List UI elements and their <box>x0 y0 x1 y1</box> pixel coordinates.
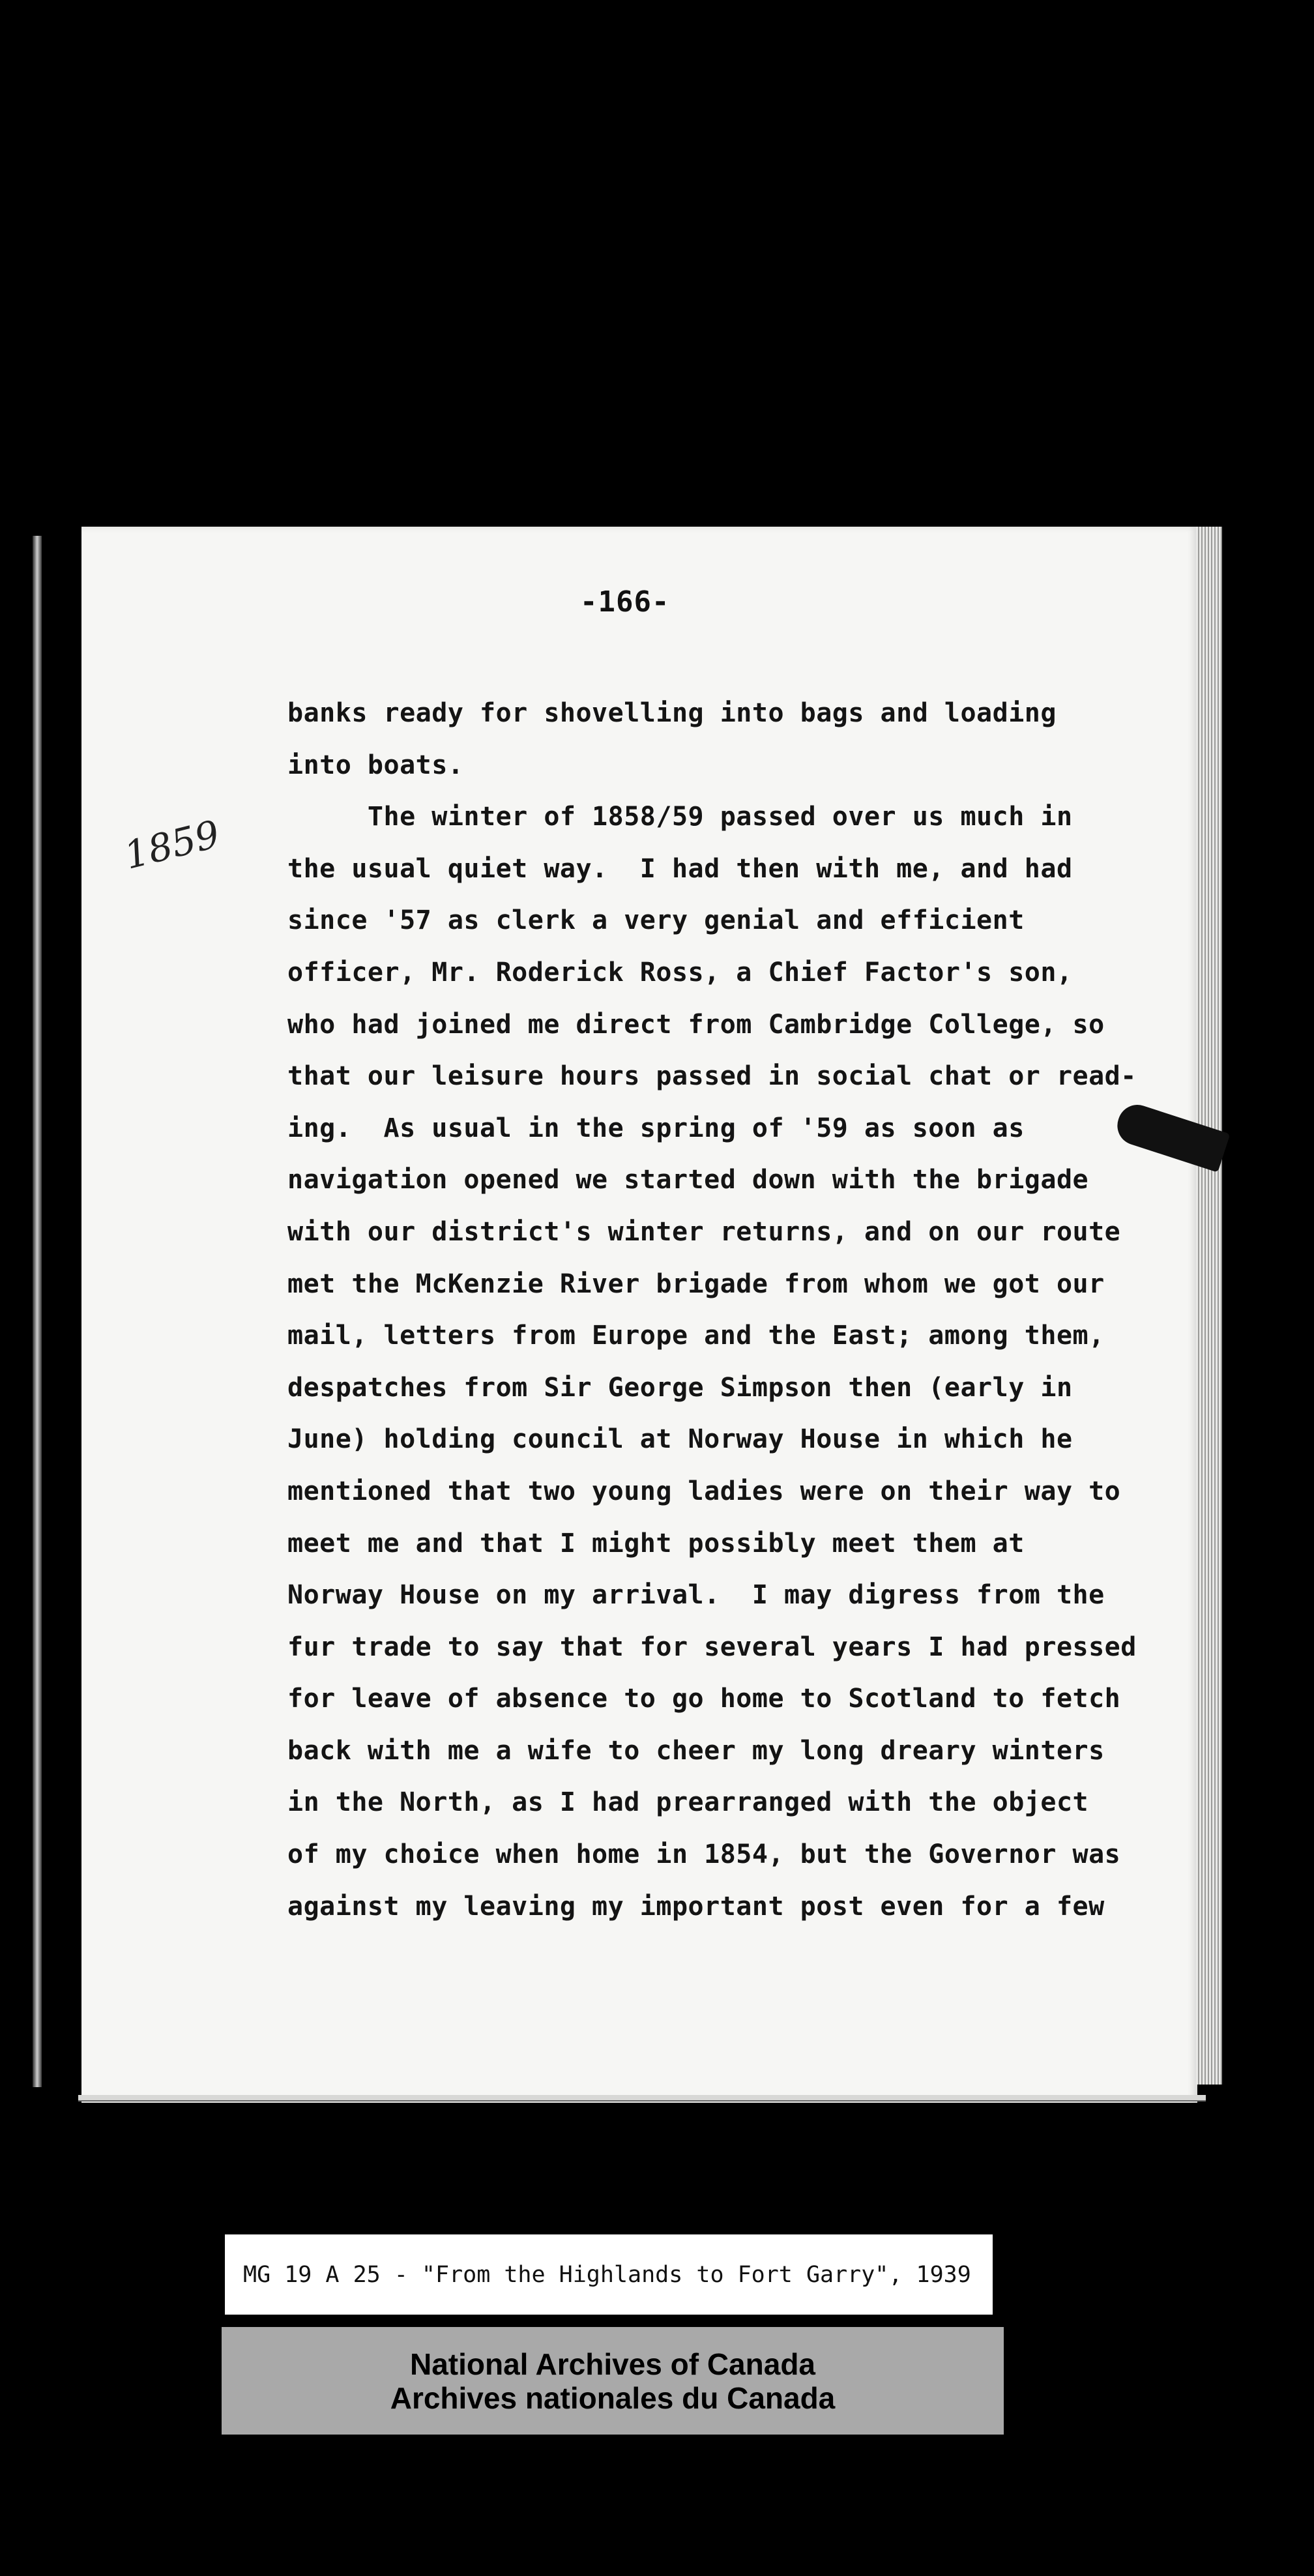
text-line: officer, Mr. Roderick Ross, a Chief Factor's son, <box>287 957 1073 988</box>
text-line: in the North, as I had prearranged with the object <box>287 1787 1089 1818</box>
handwritten-margin-note: 1859 <box>119 812 224 878</box>
text-line: back with me a wife to cheer my long dreary winters <box>287 1735 1105 1766</box>
reference-caption-text: MG 19 A 25 - "From the Highlands to Fort Garry", 1939 <box>243 2261 971 2288</box>
archive-name-english: National Archives of Canada <box>409 2347 815 2381</box>
reference-caption <box>225 2234 993 2315</box>
text-line: the usual quiet way. I had then with me, and had <box>287 853 1073 884</box>
text-line: Norway House on my arrival. I may digress from the <box>287 1580 1105 1611</box>
text-line: met the McKenzie River brigade from whom we got our <box>287 1268 1105 1299</box>
film-edge-strip <box>33 536 42 2087</box>
text-line: who had joined me direct from Cambridge College, so <box>287 1009 1105 1040</box>
text-line: The winter of 1858/59 passed over us much in <box>287 802 1073 832</box>
page-stack-edge <box>1196 527 1222 2085</box>
text-line: since '57 as clerk a very genial and efficient <box>287 905 1025 936</box>
text-line: navigation opened we started down with the brigade <box>287 1165 1089 1195</box>
text-line: despatches from Sir George Simpson then (early in <box>287 1372 1073 1403</box>
text-line: against my leaving my important post even for a few <box>287 1891 1105 1922</box>
text-line: mail, letters from Europe and the East; among them, <box>287 1321 1105 1351</box>
archive-banner <box>222 2327 1004 2435</box>
text-line: that our leisure hours passed in social chat or read- <box>287 1061 1137 1092</box>
typed-body-text <box>287 688 1167 1933</box>
text-line: mentioned that two young ladies were on their way to <box>287 1476 1121 1506</box>
text-line: fur trade to say that for several years I had pressed <box>287 1632 1137 1662</box>
text-line: ing. As usual in the spring of '59 as soon as <box>287 1113 1025 1143</box>
archive-name-french: Archives nationales du Canada <box>390 2380 836 2415</box>
text-line: June) holding council at Norway House in which he <box>287 1424 1073 1455</box>
text-line: meet me and that I might possibly meet them at <box>287 1528 1025 1559</box>
text-line: of my choice when home in 1854, but the Governor was <box>287 1839 1121 1870</box>
text-line: into boats. <box>287 750 464 780</box>
text-line: banks ready for shovelling into bags and loading <box>287 698 1057 728</box>
page-number: -166- <box>580 585 670 619</box>
text-line: with our district's winter returns, and on our route <box>287 1216 1121 1247</box>
text-line: for leave of absence to go home to Scotland to fetch <box>287 1684 1121 1714</box>
page-bottom-edge <box>78 2095 1206 2101</box>
